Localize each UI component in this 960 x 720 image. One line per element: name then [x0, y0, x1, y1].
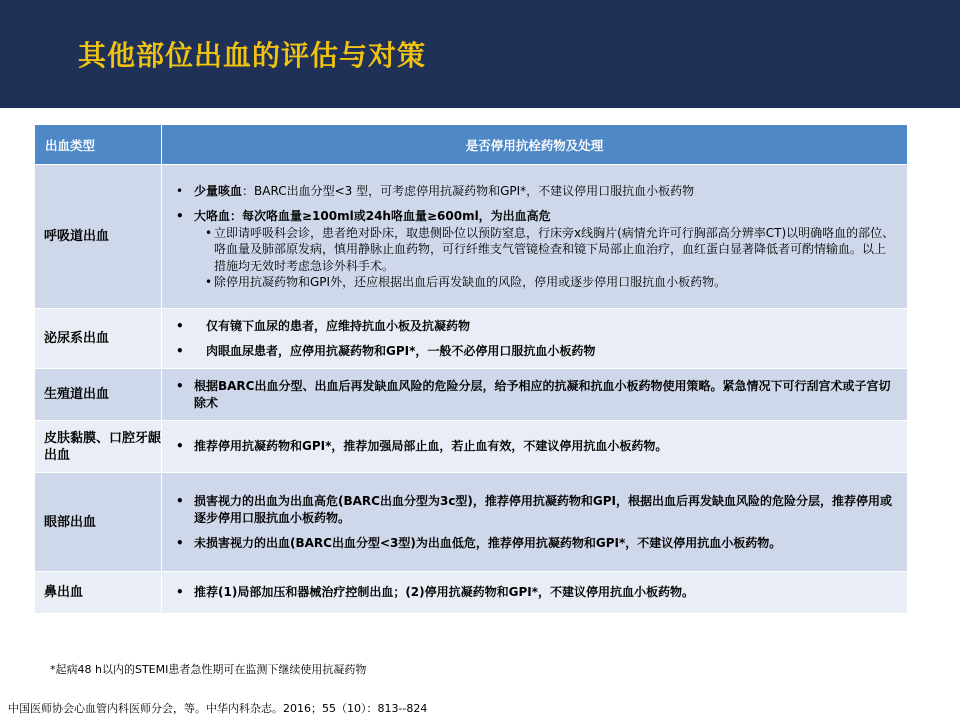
table-row-eye [35, 473, 908, 572]
list-item: • 大咯血：每次咯血量≥100ml或24h咯血量≥600ml，为出血高危 [170, 208, 897, 225]
row-body-nasal [162, 572, 908, 614]
row-body-urinary [162, 309, 908, 369]
slide-title: 其他部位出血的评估与对策 [78, 39, 427, 72]
title-bar [0, 0, 960, 108]
header-treatment: 是否停用抗栓药物及处理 [162, 125, 908, 165]
list-item: • 仅有镜下血尿的患者，应维持抗血小板及抗凝药物 [170, 318, 897, 335]
list-item: • 推荐停用抗凝药物和GPI*，推荐加强局部止血，若止血有效，不建议停用抗血小板药物。 [170, 438, 897, 455]
row-label-skin: 皮肤黏膜、口腔牙龈出血 [35, 421, 162, 473]
footnote: *起病48 h以内的STEMI患者急性期可在监测下继续使用抗凝药物 [50, 663, 367, 676]
list-item: • 推荐(1)局部加压和器械治疗控制出血；(2)停用抗凝药物和GPI*，不建议停用抗血小板药物。 [170, 584, 897, 601]
table-header-row [35, 125, 908, 165]
list-item-heading: 少量咳血 [194, 183, 243, 198]
row-label-respiratory: 呼吸道出血 [35, 165, 162, 309]
row-label-nasal: 鼻出血 [35, 572, 162, 614]
sub-list-item: • 除停用抗凝药物和GPI外，还应根据出血后再发缺血的风险，停用或逐步停用口服抗血小板药物。 [170, 274, 897, 291]
table-row-urinary [35, 309, 908, 369]
row-label-reproductive: 生殖道出血 [35, 369, 162, 421]
citation: 中国医师协会心血管内科医师分会，等。中华内科杂志。2016；55（10）：813--824 [8, 702, 428, 715]
row-body-reproductive [162, 369, 908, 421]
table-row-respiratory [35, 165, 908, 309]
row-body-respiratory [162, 165, 908, 309]
table-row-nasal [35, 572, 908, 614]
row-label-urinary: 泌尿系出血 [35, 309, 162, 369]
list-item: • 肉眼血尿患者，应停用抗凝药物和GPI*，一般不必停用口服抗血小板药物 [170, 343, 897, 360]
list-item: • 损害视力的出血为出血高危(BARC出血分型为3c型)，推荐停用抗凝药物和GPI，根据出血后再发缺血风险的危险分层，推荐停用或逐步停用口服抗血小板药物。 [170, 493, 897, 527]
list-item: • 根据BARC出血分型、出血后再发缺血风险的危险分层，给予相应的抗凝和抗血小板药物使用策略。紧急情况下可行刮宫术或子宫切除术 [170, 378, 897, 412]
table-row-skin [35, 421, 908, 473]
bleeding-table [34, 124, 908, 614]
list-item: • 未损害视力的出血(BARC出血分型<3型)为出血低危，推荐停用抗凝药物和GPI*，不建议停用抗血小板药物。 [170, 535, 897, 552]
header-bleeding-type: 出血类型 [35, 125, 162, 165]
row-body-skin [162, 421, 908, 473]
sub-list-item: • 立即请呼吸科会诊，患者绝对卧床，取患侧卧位以预防窒息，行床旁x线胸片(病情允许可行胸部高分辨率CT)以明确咯血的部位、咯血量及肺部原发病，慎用静脉止血药物，可行纤维支气管镜检查和镜下局部止血治疗，血红蛋白显著降低者可酌情输血。以上措施均无效时考虑急诊外科手术。 [170, 225, 897, 275]
row-body-eye [162, 473, 908, 572]
row-label-eye: 眼部出血 [35, 473, 162, 572]
table-row-reproductive [35, 369, 908, 421]
list-item [170, 183, 897, 200]
list-item-text: ：BARC出血分型<3 型，可考虑停用抗凝药物和GPI*，不建议停用口服抗血小板药物 [242, 183, 695, 198]
